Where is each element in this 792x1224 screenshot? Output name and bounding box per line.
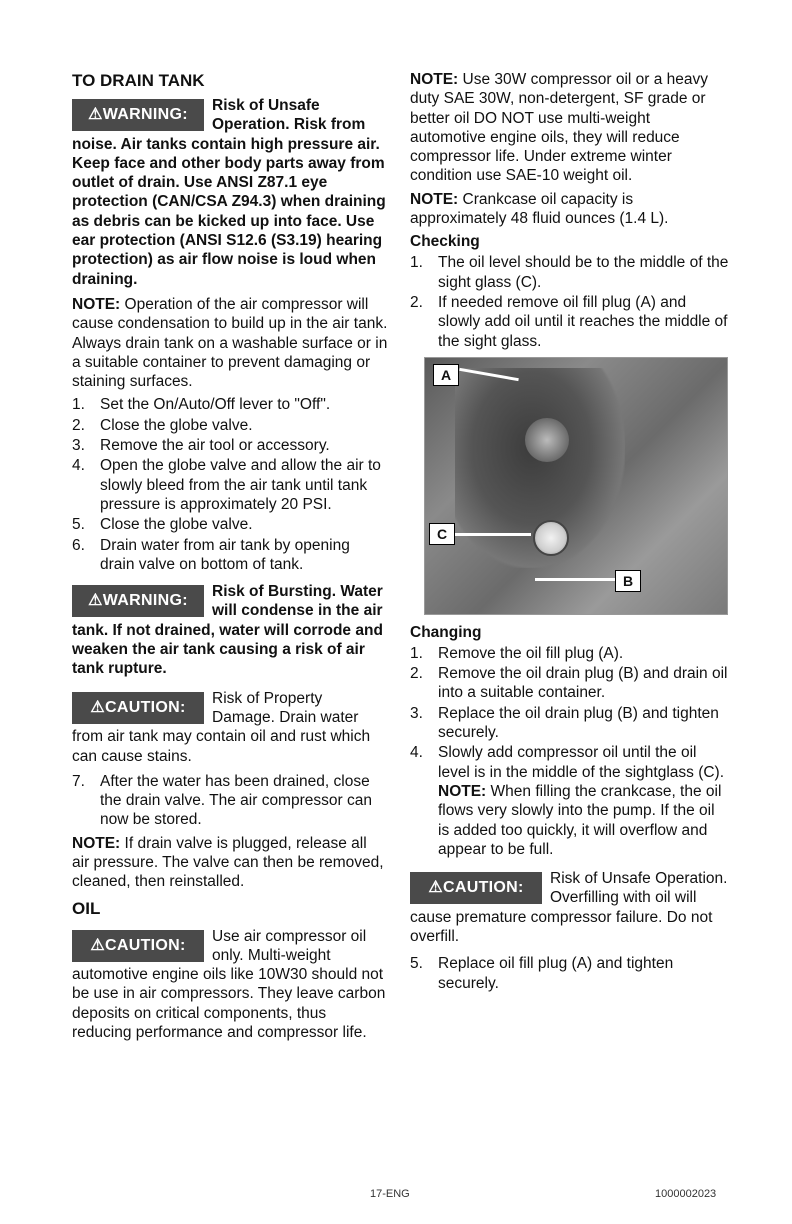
sight-glass-image (533, 520, 569, 556)
compressor-pump-photo (424, 357, 728, 615)
note-text: Crankcase oil capacity is approximately 48 fluid ounces (1.4 L). (410, 190, 669, 228)
note-label: NOTE: (410, 190, 459, 208)
list-item: 1. The oil level should be to the middle of the sight glass (C). (410, 254, 729, 291)
drain-steps-list (72, 395, 388, 574)
arrow-b (535, 578, 615, 581)
list-item: 2. Remove the oil drain plug (B) and drain oil into a suitable container. (410, 665, 728, 702)
arrow-c (455, 533, 531, 536)
note-label: NOTE: (410, 71, 459, 88)
caution-badge: ⚠CAUTION: (72, 930, 204, 962)
left-column (72, 70, 388, 1048)
list-item: 3. Remove the air tool or accessory. (72, 437, 330, 455)
list-item: 5. Close the globe valve. (72, 516, 253, 534)
caution-text: Use air compressor oil only. Multi-weight automotive engine oils like 10W30 should not be use in air compressors. They leave carbon deposits on critical components, thus reducing performance and compressor life. (72, 927, 386, 1042)
note-plugged-valve (72, 834, 388, 892)
caution-text: Risk of Property Damage. Drain water from air tank may contain oil and rust which can cause stains. (72, 689, 371, 765)
right-column (410, 70, 730, 997)
list-item: 4. Open the globe valve and allow the air to slowly bleed from the air tank until tank pressure is approximately 20 PSI. (72, 457, 381, 513)
changing-title: Changing (410, 623, 482, 641)
label-b: B (615, 570, 641, 592)
drain-step-7 (72, 772, 388, 830)
oil-fill-plug-image (525, 418, 569, 462)
document-id: 1000002023 (655, 1188, 717, 1200)
caution-overfilling (410, 869, 730, 946)
list-item: 5. Replace oil fill plug (A) and tighten securely. (410, 955, 674, 992)
drain-tank-title: TO DRAIN TANK (72, 71, 205, 90)
changing-step-5 (410, 954, 730, 993)
warning-badge: ⚠WARNING: (72, 585, 204, 617)
list-item: 1. Remove the oil fill plug (A). (410, 644, 624, 662)
note-text: If drain valve is plugged, release all air pressure. The valve can then be removed, cleaned, then reinstalled. (72, 834, 384, 891)
note-text: Use 30W compressor oil or a heavy duty SAE 30W, non-detergent, SF grade or better oil DO NOT use multi-weight automotive engine oils, they will reduce compressor life. Under extreme winter condition use SAE-10 weight oil. (410, 71, 709, 185)
caution-text: Risk of Unsafe Operation. Overfilling with oil will cause premature compressor failure. Do not overfill. (410, 870, 728, 946)
list-item: 4. Slowly add compressor oil until the oil level is in the middle of the sightglass (C). NOTE: When filling the crankcase, the oil flows very slowly into the pump. If the oil is added too quickly, it will overflow and appear to be full. (410, 744, 725, 858)
list-item: 3. Replace the oil drain plug (B) and tighten securely. (410, 704, 719, 742)
warning-bursting (72, 582, 388, 678)
note-oil-capacity (410, 190, 730, 229)
list-item: 7. After the water has been drained, close the drain valve. The air compressor can now be stored. (72, 772, 372, 829)
list-item: 1. Set the On/Auto/Off lever to "Off". (72, 396, 331, 414)
checking-title: Checking (410, 233, 480, 251)
warning-badge: ⚠WARNING: (72, 99, 204, 131)
warning-text: Risk of Unsafe Operation. Risk from noise. Air tanks contain high pressure air. Keep face and other body parts away from outlet of drain. Use ANSI Z87.1 eye protection (CAN/CSA Z94.3) when draining as debris can be kicked up into face. Use ear protection (ANSI S12.6 (S3.19) hearing protection) as air flow noise is loud when draining. (72, 97, 386, 288)
page-number: 17-ENG (370, 1188, 410, 1200)
warning-text: Risk of Bursting. Water will condense in the air tank. If not drained, water will corrode and weaken the air tank causing a risk of air tank rupture. (72, 583, 383, 678)
caution-oil-type (72, 927, 388, 1043)
note-oil-grade (410, 70, 730, 186)
list-item: 2. If needed remove oil fill plug (A) and slowly add oil until it reaches the middle of the sight glass. (410, 293, 728, 350)
changing-steps-list (410, 644, 730, 859)
caution-property-damage (72, 689, 388, 766)
label-a: A (433, 364, 459, 386)
note-label: NOTE: (72, 295, 121, 313)
checking-steps-list (410, 253, 730, 350)
label-c: C (429, 523, 455, 545)
note-label: NOTE: (72, 834, 121, 852)
note-text: Operation of the air compressor will cause condensation to build up in the air tank. Always drain tank on a washable surface or in a suitable container to prevent damaging or staining surfaces. (72, 295, 388, 391)
caution-badge: ⚠CAUTION: (410, 872, 542, 904)
list-item: 2. Close the globe valve. (72, 416, 253, 434)
list-item: 6. Drain water from air tank by opening drain valve on bottom of tank. (72, 536, 350, 573)
caution-badge: ⚠CAUTION: (72, 692, 204, 724)
oil-title: OIL (72, 898, 101, 918)
warning-unsafe-operation (72, 96, 388, 289)
note-condensation (72, 295, 388, 391)
